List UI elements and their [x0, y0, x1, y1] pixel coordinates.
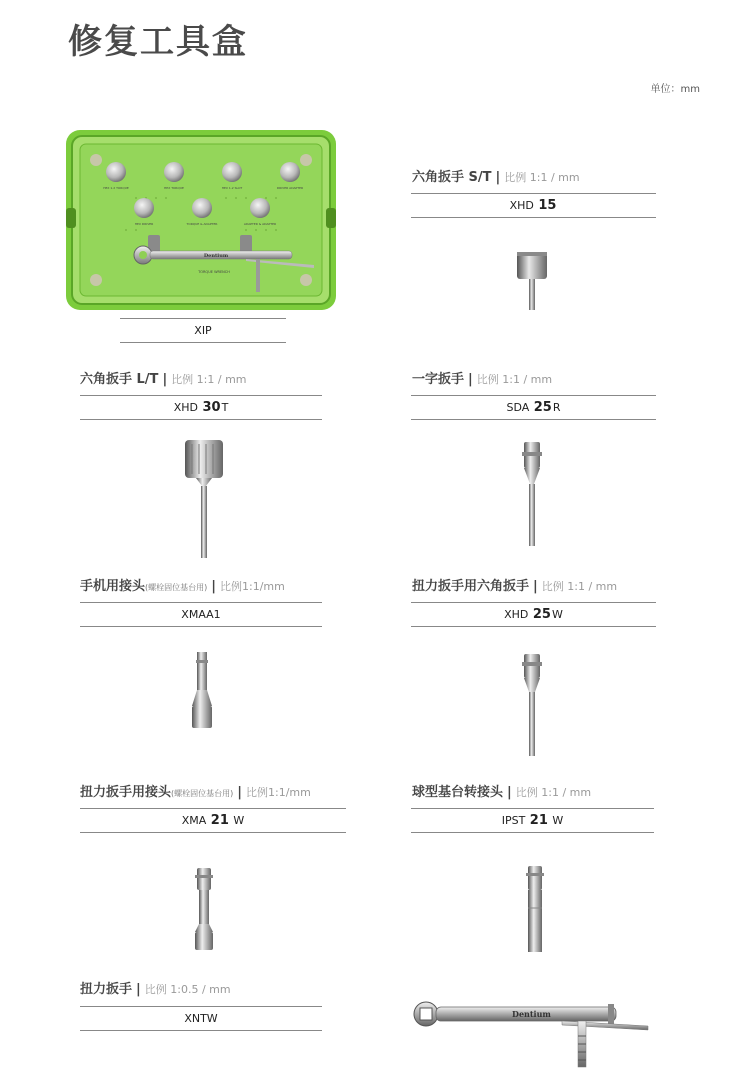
item-header-xmaa1: 手机用接头(螺栓固位基台用) | 比例1:1/mm: [80, 579, 285, 594]
item-ratio: 比例 1:1 / mm: [515, 786, 592, 799]
kit-code: [120, 318, 286, 343]
code-suffix: R: [552, 401, 561, 414]
code-suffix: W: [551, 608, 563, 621]
item-subtitle: (螺栓固位基台用): [171, 789, 234, 798]
item-ratio: 比例1:1/mm: [220, 580, 285, 593]
item-code-xntw: [80, 1006, 322, 1031]
item-header-ipst21w: 球型基台转接头 | 比例 1:1 / mm: [412, 785, 592, 800]
item-subtitle: (螺栓固位基台用): [145, 583, 208, 592]
item-code-xmaa1: [80, 602, 322, 627]
code-suffix: W: [552, 814, 564, 827]
item-ratio: 比例1:1/mm: [246, 786, 311, 799]
item-code-ipst21w: [411, 808, 654, 833]
tool-image-xmaa1: [188, 650, 216, 732]
kit-slot-label: ADAPTER & ADAPTER: [243, 222, 277, 226]
item-name: 六角扳手 S/T: [412, 170, 492, 185]
code-prefix: XHD: [173, 401, 198, 414]
item-name: 扭力扳手用六角扳手: [412, 579, 530, 594]
code-number: 21: [210, 813, 229, 828]
tool-image-ipst21w: [522, 864, 548, 954]
tool-image-xhd15: [512, 250, 552, 312]
code-suffix: T: [221, 401, 229, 414]
item-ratio: 比例 1:0.5 / mm: [144, 983, 231, 996]
tool-image-xma21w: [190, 866, 218, 954]
toolbox-image: [66, 130, 336, 310]
code-number: 25: [533, 400, 552, 415]
kit-slot-label: HEX TORQUE: [164, 186, 184, 190]
code-prefix: SDA: [506, 401, 530, 414]
code-number: 30: [202, 400, 221, 415]
code-suffix: W: [233, 814, 245, 827]
item-header-xntw: 扭力扳手 | 比例 1:0.5 / mm: [80, 982, 231, 997]
item-code-xhd25w: [411, 602, 656, 627]
item-code-xma21w: [80, 808, 346, 833]
item-name: 六角扳手 L/T: [80, 372, 159, 387]
tool-image-xhd25w: [518, 652, 546, 758]
kit-slot-label: TORQUE & ADAPTER: [186, 222, 218, 226]
kit-brand: Dentium: [203, 253, 229, 259]
tool-image-xhd30t: [182, 438, 226, 560]
tool-image-xntw: [412, 996, 652, 1070]
code-prefix: XIP: [194, 324, 212, 337]
item-name: 扭力扳手: [80, 982, 133, 997]
code-prefix: XMA: [181, 814, 207, 827]
kit-slot-label: HEX 1.2 TORQUE: [103, 186, 129, 190]
code-prefix: IPST: [501, 814, 526, 827]
item-header-sda25r: 一字扳手 | 比例 1:1 / mm: [412, 372, 553, 387]
item-ratio: 比例 1:1 / mm: [504, 171, 580, 184]
code-prefix: XHD: [504, 608, 529, 621]
page-title: 修复工具盒: [68, 22, 248, 62]
code-prefix: XMAA1: [181, 608, 221, 621]
item-code-sda25r: [411, 395, 656, 420]
code-prefix: XNTW: [184, 1012, 218, 1025]
kit-slot-label: DRIVER ADAPTER: [276, 186, 304, 190]
item-ratio: 比例 1:1 / mm: [476, 373, 553, 386]
item-ratio: 比例 1:1 / mm: [541, 580, 618, 593]
item-header-xhd30t: 六角扳手 L/T | 比例 1:1 / mm: [80, 372, 247, 387]
item-header-xhd15: 六角扳手 S/T | 比例 1:1 / mm: [412, 170, 580, 185]
code-number: 15: [538, 198, 557, 213]
kit-wrench-label: TORQUE WRENCH: [198, 270, 230, 274]
item-code-xhd30t: [80, 395, 322, 420]
wrench-brand: Dentium: [512, 1009, 551, 1019]
item-name: 一字扳手: [412, 372, 465, 387]
item-header-xhd25w: 扭力扳手用六角扳手 | 比例 1:1 / mm: [412, 579, 618, 594]
unit-label: 单位：mm: [650, 84, 700, 95]
code-number: 25: [532, 607, 551, 622]
item-header-xma21w: 扭力扳手用接头(螺栓固位基台用) | 比例1:1/mm: [80, 785, 311, 800]
kit-slot-label: HEX DRIVER: [134, 222, 154, 226]
item-name: 球型基台转接头: [412, 785, 504, 800]
tool-image-sda25r: [518, 440, 546, 548]
code-number: 21: [529, 813, 548, 828]
item-name: 手机用接头: [80, 579, 146, 594]
item-code-xhd15: [411, 193, 656, 218]
code-prefix: XHD: [509, 199, 534, 212]
item-name: 扭力扳手用接头: [80, 785, 172, 800]
kit-slot-label: HEX 1.2 SLOT: [221, 186, 243, 190]
item-ratio: 比例 1:1 / mm: [171, 373, 247, 386]
